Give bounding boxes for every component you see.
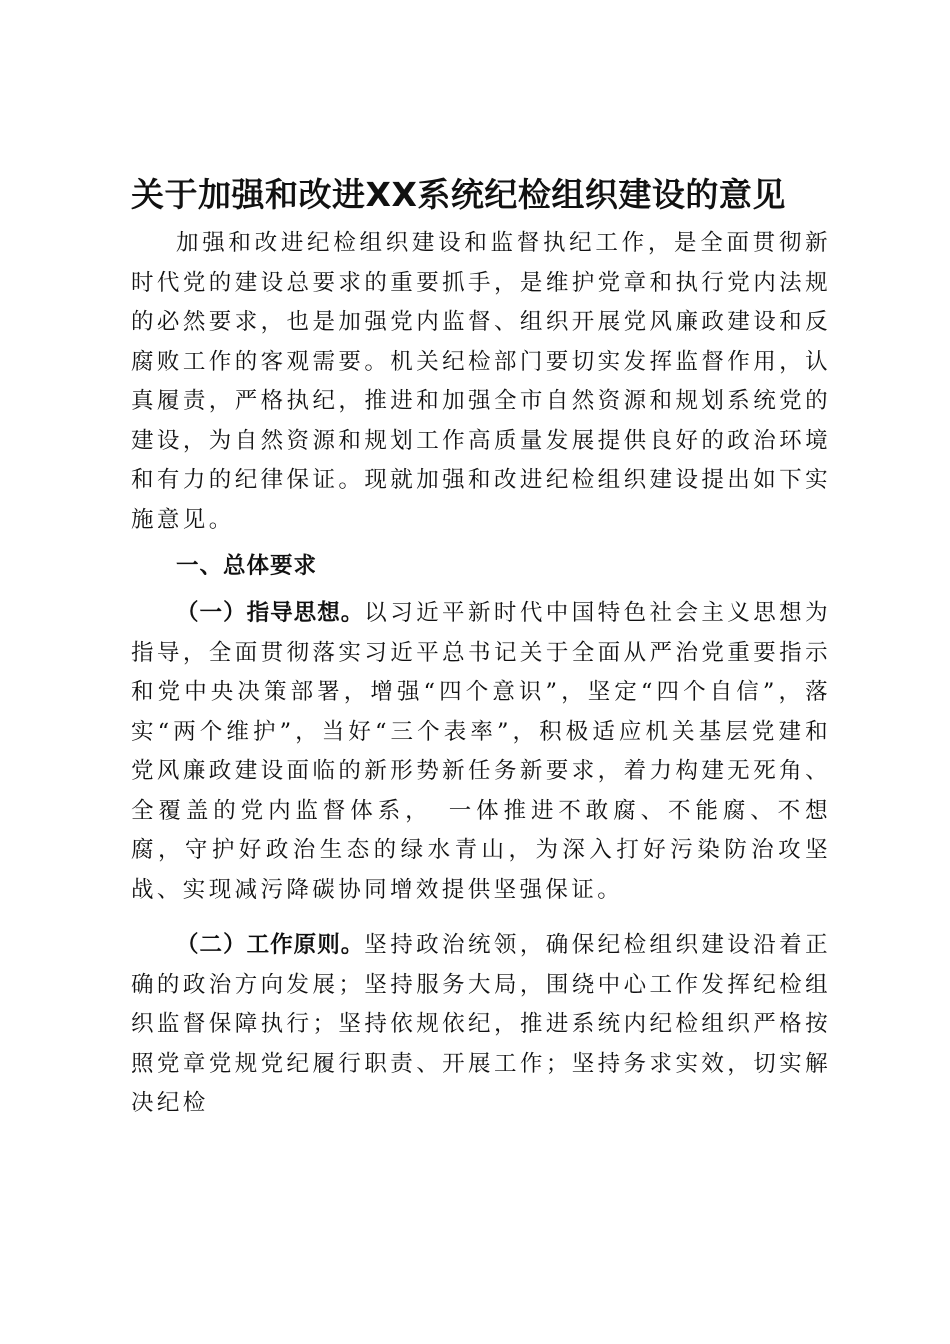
guiding-thought-paragraph — [131, 594, 831, 910]
section-heading: 一、总体要求 — [176, 553, 318, 579]
work-principles-paragraph — [131, 926, 831, 1124]
work-principles-label: （二）工作原则。 — [176, 932, 365, 958]
document-title: 关于加强和改进XX系统纪检组织建设的意见 — [131, 175, 786, 214]
guiding-thought-text: 以习近平新时代中国特色社会主义思想为指导，全面贯彻落实习近平总书记关于全面从严治党重要指示和党中央决策部署，增强“四个意识”，坚定“四个自信”，落实“两个维护”，当好“三个表率”，积极适应机关基层党建和党风廉政建设面临的新形势新任务新要求，着力构建无死角、全覆盖的党内监督体系， 一体推进不敢腐、不能腐、不想腐，守护好政治生态的绿水青山，为深入打好污染防治攻坚战、实现减污降碳协同增效提供坚强保证。 — [131, 600, 831, 903]
intro-paragraph: 加强和改进纪检组织建设和监督执纪工作，是全面贯彻新时代党的建设总要求的重要抓手，是维护党章和执行党内法规的必然要求，也是加强党内监督、组织开展党风廉政建设和反腐败工作的客观需要。机关纪检部门要切实发挥监督作用，认真履责，严格执纪，推进和加强全市自然资源和规划系统党的建设，为自然资源和规划工作高质量发展提供良好的政治环境和有力的纪律保证。现就加强和改进纪检组织建设提出如下实施意见。 — [131, 230, 831, 533]
work-principles-text: 坚持政治统领，确保纪检组织建设沿着正确的政治方向发展；坚持服务大局，围绕中心工作发挥纪检组织监督保障执行；坚持依规依纪，推进系统内纪检组织严格按照党章党规党纪履行职责、开展工作；坚持务求实效，切实解决纪检 — [131, 932, 831, 1116]
document-body — [131, 168, 831, 1124]
guiding-thought-label: （一）指导思想。 — [176, 600, 365, 626]
